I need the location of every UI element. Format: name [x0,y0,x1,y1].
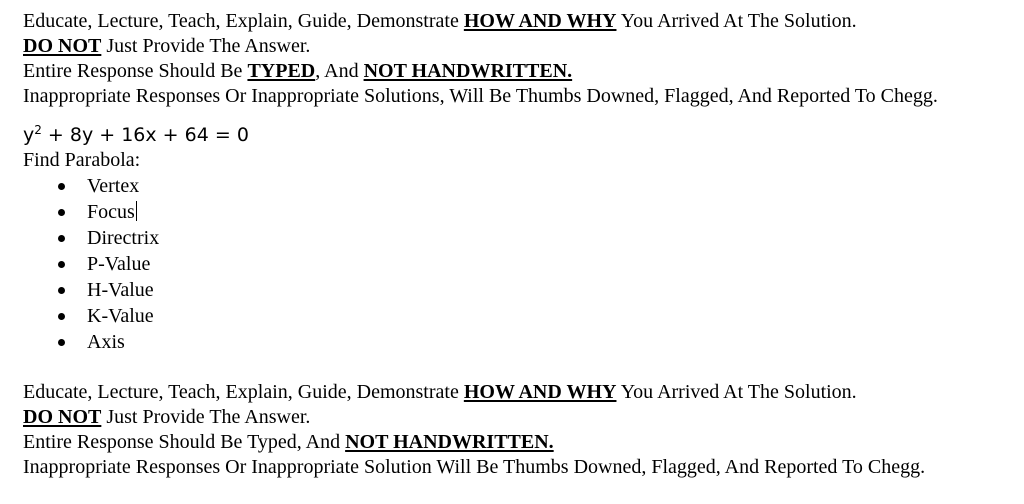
outro-line-3-text: Entire Response Should Be Typed, And [23,431,346,453]
outro-line-1-tail: You Arrived At The Solution. [616,381,857,403]
outro-how-and-why: HOW AND WHY [463,381,617,403]
intro-line-4: Inappropriate Responses Or Inappropriate Solutions, Will Be Thumbs Downed, Flagged, And Reported To Chegg. [23,85,938,107]
list-item-label: Vertex [87,175,140,197]
intro-line-1-tail: You Arrived At The Solution. [616,10,857,32]
intro-line-2 [23,34,1013,59]
equation-base: y [23,124,35,146]
bullet-icon [58,235,65,242]
list-item [23,199,1013,225]
outro-line-2-tail: Just Provide The Answer. [101,406,311,428]
outro-line-1-text: Educate, Lecture, Teach, Explain, Guide, Demonstrate [23,381,464,403]
list-item-label: H-Value [87,279,154,301]
list-item [23,225,1013,251]
outro-line-1 [23,380,1013,405]
list-item [23,277,1013,303]
outro-line-4: Inappropriate Responses Or Inappropriate Solution Will Be Thumbs Downed, Flagged, And Reported To Chegg. [23,456,926,478]
outro-not-handwritten: NOT HANDWRITTEN. [345,431,554,453]
problem-section [23,122,1013,355]
bullet-icon [58,287,65,294]
equation-exponent: 2 [34,123,42,137]
intro-line-1-text: Educate, Lecture, Teach, Explain, Guide, Demonstrate [23,10,464,32]
intro-line-3 [23,59,1013,84]
intro-how-and-why: HOW AND WHY [463,10,617,32]
document-page [23,9,1013,480]
parabola-items-list [23,173,1013,355]
intro-line-1 [23,9,1013,34]
intro-line-3-text: Entire Response Should Be [23,60,248,82]
intro-typed: TYPED [247,60,316,82]
intro-line-2-tail: Just Provide The Answer. [101,35,311,57]
outro-do-not: DO NOT [23,406,102,428]
list-item-label: K-Value [87,305,154,327]
text-cursor [136,201,137,221]
list-item-label: P-Value [87,253,151,275]
bullet-icon [58,209,65,216]
outro-line-3 [23,430,1013,455]
equation [23,122,1013,148]
bullet-icon [58,183,65,190]
intro-not-handwritten: NOT HANDWRITTEN. [363,60,573,82]
intro-do-not: DO NOT [23,35,102,57]
list-item-label: Axis [87,331,125,353]
list-item-label: Focus [87,201,135,223]
list-item [23,173,1013,199]
intro-line-3-mid: , And [315,60,364,82]
list-item [23,251,1013,277]
list-item [23,329,1013,355]
bullet-icon [58,313,65,320]
equation-rest: + 8y + 16x + 64 = 0 [41,124,249,146]
bullet-icon [58,261,65,268]
list-item [23,303,1013,329]
intro-instructions [23,9,1013,109]
outro-line-2 [23,405,1013,430]
find-parabola-prompt: Find Parabola: [23,149,141,171]
list-item-label: Directrix [87,227,160,249]
bullet-icon [58,339,65,346]
outro-instructions [23,380,1013,480]
